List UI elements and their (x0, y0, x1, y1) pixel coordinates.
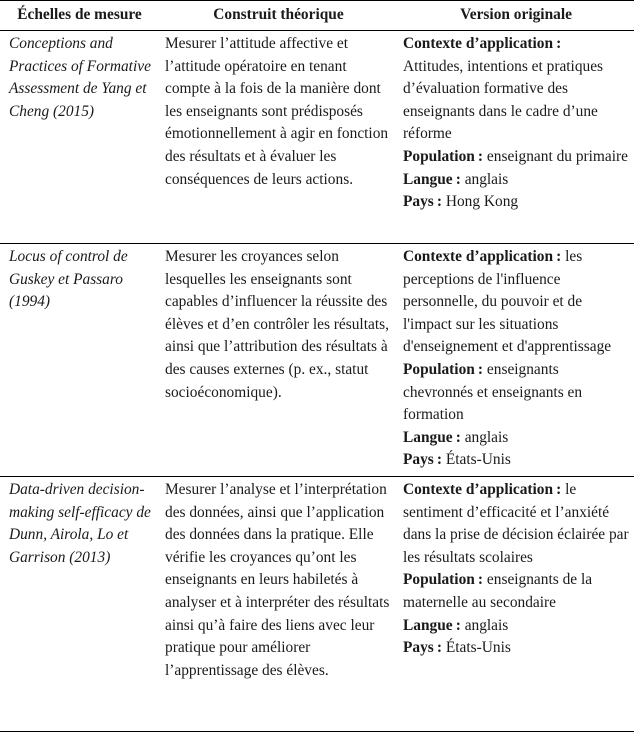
context-field: Contexte d’application : le sentiment d’efficacité et l’anxiété dans la prise de décision éclairée par les résultats scolaires (403, 481, 629, 566)
field-label: Pays (403, 451, 434, 469)
context-field: Contexte d’application : Attitudes, intentions et pratiques d’évaluation formative des enseignants dans le cadre d’une réforme (403, 35, 604, 143)
original-version (398, 31, 634, 244)
table-row (0, 477, 634, 732)
field-value: anglais (464, 616, 509, 634)
field-label: Population (403, 360, 475, 378)
field-label: Pays (403, 193, 434, 211)
field-label: Contexte d’application (403, 248, 554, 265)
original-version (398, 477, 634, 732)
table-row (0, 244, 634, 477)
field-value: États-Unis (445, 451, 511, 469)
field-label: Pays (403, 639, 434, 657)
scale-name: Locus of control de Guskey et Passaro (1994) (0, 244, 159, 477)
field-value: enseignants de la maternelle au secondaire (403, 571, 593, 611)
original-version (398, 244, 634, 477)
field-value: enseignants chevronnés et enseignants en formation (403, 360, 583, 424)
field-value: anglais (464, 170, 509, 188)
field-label: Langue (403, 428, 453, 446)
country-field: Pays : Hong Kong (403, 193, 519, 211)
scale-name: Conceptions and Practices of Formative Assessment de Yang et Cheng (2015) (0, 31, 159, 244)
field-label: Population (403, 147, 475, 165)
field-label: Contexte d’application (403, 35, 554, 52)
language-field: Langue : anglais (403, 616, 509, 634)
language-field: Langue : anglais (403, 428, 509, 446)
field-label: Langue (403, 170, 453, 188)
header-construct: Construit théorique (159, 1, 398, 31)
theoretical-construct: Mesurer l’analyse et l’interprétation des données, ainsi que l’application des données dans la pratique. Elle vérifie les croyances qu’ont les enseignants en leurs habiletés à analyser et à interpréter des résultats ainsi qu’à faire des liens avec leur pratique pour améliorer l’apprentissage des élèves. (159, 477, 398, 732)
theoretical-construct: Mesurer les croyances selon lesquelles les enseignants sont capables d’influencer la réussite des élèves et d’en contrôler les résultats, ainsi que l’attribution des résultats à des causes externes (p. ex., statut socioéconomique). (159, 244, 398, 477)
country-field: Pays : États-Unis (403, 451, 511, 469)
field-value: les perceptions de l'influence personnelle, du pouvoir et de l'impact sur les situations d'enseignement et d'apprentissage (403, 248, 612, 356)
population-field: Population : enseignants chevronnés et enseignants en formation (403, 360, 583, 424)
field-label: Contexte d’application (403, 481, 554, 498)
theoretical-construct: Mesurer l’attitude affective et l’attitude opératoire en tenant compte à la fois de la manière dont les enseignants sont prédisposés émotionnellement à agir en fonction des résultats et à évaluer les conséquences de leurs actions. (159, 31, 398, 244)
field-value: enseignant du primaire (486, 147, 628, 165)
field-label: Langue (403, 616, 453, 634)
header-scales: Échelles de mesure (0, 1, 159, 31)
country-field: Pays : États-Unis (403, 639, 511, 657)
header-row (0, 1, 634, 31)
header-original-version: Version originale (398, 1, 634, 31)
language-field: Langue : anglais (403, 170, 509, 188)
scale-name: Data-driven decision-making self-efficacy de Dunn, Airola, Lo et Garrison (2013) (0, 477, 159, 732)
field-value: le sentiment d’efficacité et l’anxiété dans la prise de décision éclairée par les résultats scolaires (403, 481, 629, 566)
field-value: Hong Kong (445, 193, 519, 211)
population-field: Population : enseignant du primaire (403, 147, 628, 165)
table-row (0, 31, 634, 244)
field-label: Population (403, 571, 475, 589)
population-field: Population : enseignants de la maternelle au secondaire (403, 571, 593, 611)
context-field: Contexte d’application : les perceptions de l'influence personnelle, du pouvoir et de l'impact sur les situations d'enseignement et d'apprentissage (403, 248, 612, 356)
field-value: Attitudes, intentions et pratiques d’évaluation formative des enseignants dans le cadre d’une réforme (403, 57, 604, 143)
field-value: anglais (464, 428, 509, 446)
field-value: États-Unis (445, 639, 511, 657)
